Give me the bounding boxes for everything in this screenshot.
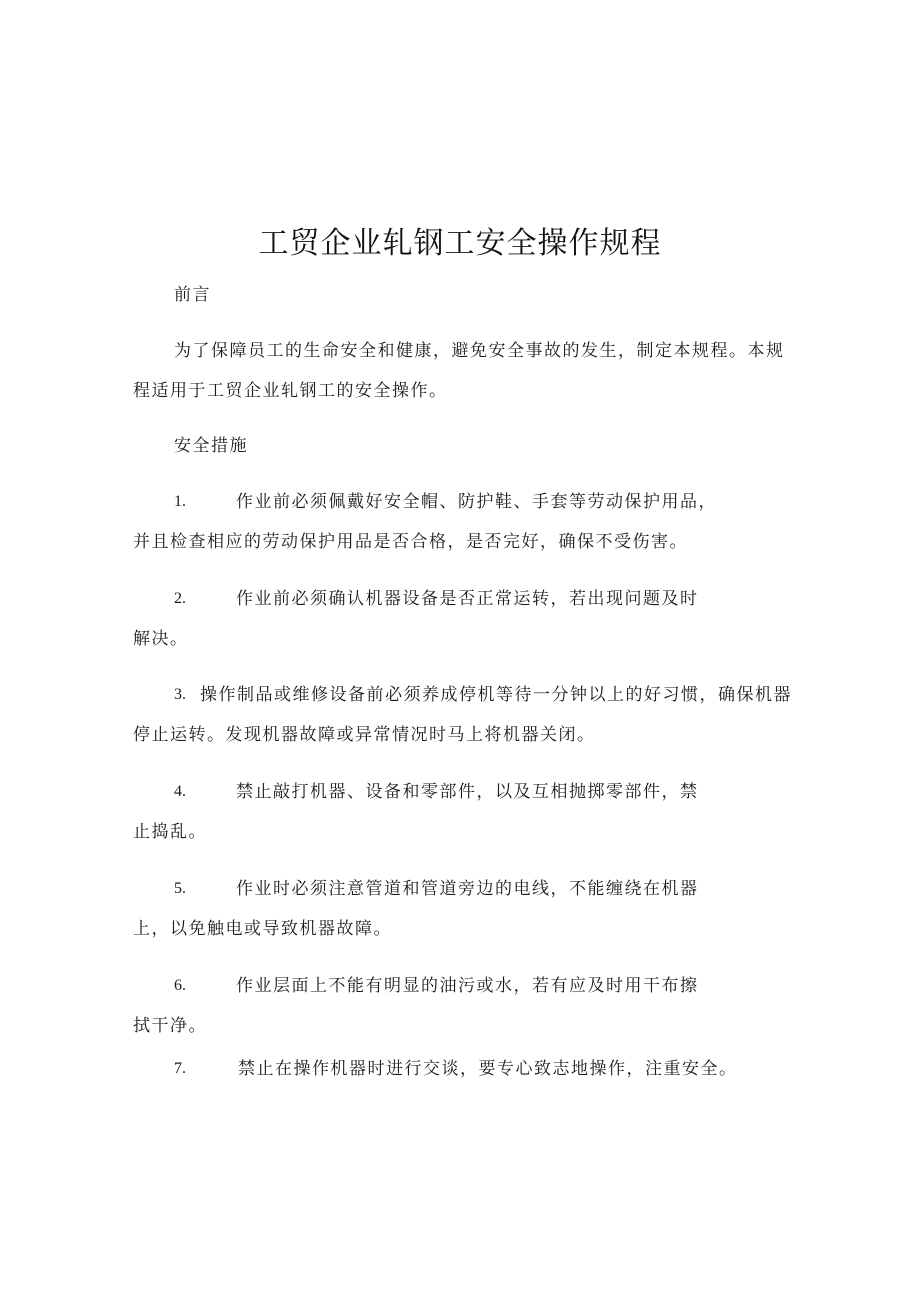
item-1-line-1: 作业前必须佩戴好安全帽、防护鞋、手套等劳动保护用品， [236,492,717,512]
item-6-line-2: 拭干净。 [133,1016,207,1036]
item-1-number: 1. [174,493,186,510]
item-3-number: 3. [174,686,186,703]
item-2-line-1: 作业前必须确认机器设备是否正常运转，若出现问题及时 [236,589,699,609]
item-7-line-1: 禁止在操作机器时进行交谈，要专心致志地操作，注重安全。 [238,1059,738,1079]
measures-heading: 安全措施 [174,436,248,456]
item-5-line-2: 上，以免触电或导致机器故障。 [133,919,392,939]
item-5-number: 5. [174,880,186,897]
item-6-line-1: 作业层面上不能有明显的油污或水，若有应及时用干布擦 [236,976,699,996]
item-3-line-1: 操作制品或维修设备前必须养成停机等待一分钟以上的好习惯，确保机器 [200,685,792,705]
preface-heading: 前言 [174,285,211,305]
document-title: 工贸企业轧钢工安全操作规程 [258,226,662,261]
item-4-line-1: 禁止敲打机器、设备和零部件，以及互相抛掷零部件，禁 [236,782,699,802]
item-5-line-1: 作业时必须注意管道和管道旁边的电线，不能缠绕在机器 [236,879,699,899]
item-4-line-2: 止捣乱。 [133,822,207,842]
item-2-line-2: 解决。 [133,629,189,649]
item-2-number: 2. [174,590,186,607]
preface-line-2: 程适用于工贸企业轧钢工的安全操作。 [133,381,448,401]
item-6-number: 6. [174,977,186,994]
preface-line-1: 为了保障员工的生命安全和健康，避免安全事故的发生，制定本规程。本规 [174,341,785,361]
item-1-line-2: 并且检查相应的劳动保护用品是否合格，是否完好，确保不受伤害。 [133,532,688,552]
item-4-number: 4. [174,783,186,800]
item-3-line-2: 停止运转。发现机器故障或异常情况时马上将机器关闭。 [133,725,596,745]
item-7-number: 7. [174,1060,186,1077]
